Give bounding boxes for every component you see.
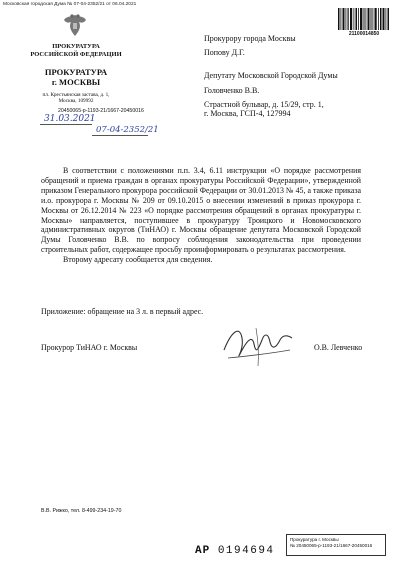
org-line1: ПРОКУРАТУРА <box>52 43 100 50</box>
recipient-copy-title: Прокурору города Москвы <box>204 34 296 43</box>
barcode-number: 21100014850 <box>348 31 380 37</box>
handwritten-date: 31.03.2021 <box>44 114 96 124</box>
incoming-registration-stamp: Московская городская Дума № 07-04-2352/21 от 06.04.2021 <box>3 2 137 7</box>
serial-series: АР <box>195 545 211 557</box>
executor-contact: В.В. Рижко, тел. 8-499-234-19-70 <box>41 508 122 514</box>
body-paragraph-2: Второму адресату сообщается для сведения. <box>63 255 213 265</box>
signer-name: О.В. Левченко <box>314 343 363 352</box>
recipient-copy-name: Попову Д.Г. <box>204 48 245 57</box>
signer-role: Прокурор ТиНАО г. Москвы <box>41 343 138 352</box>
outgoing-reg-number: 20450065-р-1193-21/1667-20450016 <box>58 108 144 114</box>
org-address <box>30 92 122 105</box>
attachment-note: Приложение: обращение на 3 л. в первый адрес. <box>41 307 204 316</box>
org-address-line1: пл. Крестьянская застава, д. 1, <box>42 92 110 98</box>
barcode-graphic <box>338 8 390 30</box>
coat-of-arms-emblem <box>62 12 88 40</box>
date-underline <box>40 124 92 125</box>
org-header-large <box>30 67 122 87</box>
org-address-line2: Москва, 109992 <box>58 98 94 105</box>
recipient-address <box>204 101 324 119</box>
number-underline <box>92 135 148 136</box>
recipient-address-line1: Страстной бульвар, д. 15/29, стр. 1, <box>204 100 324 109</box>
handwritten-signature <box>218 320 298 372</box>
body-paragraph-1: В соответствии с положениями п.п. 3.4, 6.11 инструкции «О порядке рассмотрения обращений и приема граждан в органах прокуратуры Российской Федерации», утвержденной приказом Генерального прокурора российской Федерации от 30.01.2013 № 45, а также приказа и.о. прокурора г. Москвы № 209 от 09.10.2015 о внесении изменений в приказ прокурора г. Москвы от 26.12.2014 № 223 «О порядке рассмотрения обращений в органах прокуратуры г. Москвы» направляется, поступившее в прокуратуру Троицкого и Новомосковского административных округов (ТиНАО) г. Москвы обращение депутата Московской Городской Думы Головченко В.В. по вопросу соблюдения законодательства при проведении строительных работ, содержащее просьбу проинформировать о результатах рассмотрения. <box>41 166 361 255</box>
box-stamp-line2: № 20450065-р-1193-21/1667-20450016 <box>290 542 373 548</box>
form-serial-number <box>195 545 275 557</box>
recipient-address-line2: г. Москва, ГСП-4, 127994 <box>204 108 291 118</box>
org-name2: г. МОСКВЫ <box>51 77 101 87</box>
box-stamp-line1: Прокуратура г. Москвы <box>290 537 339 542</box>
org-line2: РОССИЙСКОЙ ФЕДЕРАЦИИ <box>30 50 122 58</box>
handwritten-number: 07-04-2352/21 <box>96 125 159 135</box>
org-header-small <box>30 43 122 58</box>
registration-box-stamp <box>286 534 386 556</box>
recipient-title: Депутату Московской Городской Думы <box>204 71 338 80</box>
letter-body <box>41 166 361 265</box>
serial-digits: 0194694 <box>217 545 275 557</box>
recipient-name: Головченко В.В. <box>204 86 260 95</box>
org-name1: ПРОКУРАТУРА <box>44 67 108 77</box>
